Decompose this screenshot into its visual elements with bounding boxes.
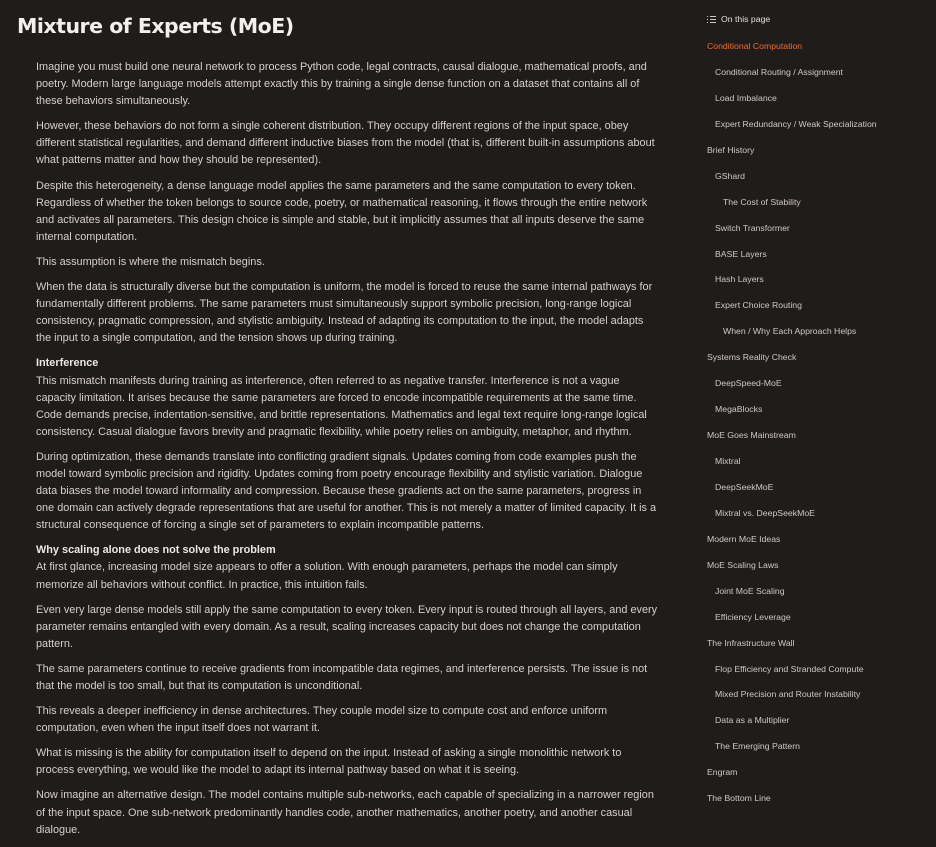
paragraph: When the data is structurally diverse but the computation is uniform, the model is forced to reuse the same internal pathways for fundamentally different problems. The same parameters must simultaneously support symbolic precision, long-range logical consistency, pragmatic compression, and stylistic ambiguity. Instead of adapting its computation to the input, the model adapts the input to a single computation, and the tension shows up during training. [36,281,653,345]
toc-item-conditional-routing[interactable]: Conditional Routing / Assignment [715,66,843,77]
toc-item-moe-scaling-laws[interactable]: MoE Scaling Laws [707,559,779,570]
toc-item-joint-moe-scaling[interactable]: Joint MoE Scaling [715,585,785,596]
toc-item-systems-reality-check[interactable]: Systems Reality Check [707,352,797,363]
toc-item-mixed-precision[interactable]: Mixed Precision and Router Instability [715,689,861,700]
toc-item-flop-efficiency[interactable]: Flop Efficiency and Stranded Compute [715,663,864,674]
toc-item-engram[interactable]: Engram [707,767,738,778]
toc-item-mixtral-vs-deepseekmoe[interactable]: Mixtral vs. DeepSeekMoE [715,507,815,518]
toc-item-megablocks[interactable]: MegaBlocks [715,404,763,415]
page-title: Mixture of Experts (MoE) [17,14,294,38]
toc-item-expert-redundancy[interactable]: Expert Redundancy / Weak Specialization [715,118,877,129]
toc-header [707,12,932,26]
list-icon [707,15,716,23]
paragraph: This assumption is where the mismatch begins. [36,255,265,268]
toc-header-label: On this page [721,14,771,24]
toc-item-mixtral[interactable]: Mixtral [715,456,741,466]
toc-item-when-why[interactable]: When / Why Each Approach Helps [723,326,857,337]
paragraph: This reveals a deeper inefficiency in dense architectures. They couple model size to compute cost and enforce uniform computation, even when the input itself does not warrant it. [36,705,608,735]
toc-list [707,39,932,817]
paragraph: This mismatch manifests during training as interference, often referred to as negative transfer. Interference is not a vague capacity limitation. It arises because the same parameters are forced to encode incompatible requirements at the same time. Code demands precise, indentation-sensitive, and brittle representations. Mathematics and legal text require long-range logical consistency. Casual dialogue favors brevity and pragmatic flexibility, while poetry relies on ambiguity, metaphor, and rhythm. [36,374,647,438]
toc-item-modern-moe-ideas[interactable]: Modern MoE Ideas [707,533,781,544]
article-body [36,59,660,847]
paragraph: However, these behaviors do not form a single coherent distribution. They occupy different regions of the input space, obey different statistical regularities, and demand different inductive biases from the model (that is, different built-in assumptions about what patterns matter and how they should be represented). [36,120,655,167]
paragraph: Imagine you must build one neural network to process Python code, legal contracts, causal dialogue, mathematical proofs, and poetry. Modern large language models attempt exactly this by training a single dense function on a dataset that contains all of these behaviors simultaneously. [36,61,647,108]
paragraph: At first glance, increasing model size appears to offer a solution. With enough parameters, perhaps the model can simply memorize all behaviors without conflict. In practice, this intuition fails. [36,561,618,591]
toc-item-expert-choice-routing[interactable]: Expert Choice Routing [715,300,802,311]
section-heading-scaling: Why scaling alone does not solve the problem [36,544,276,557]
toc-item-bottom-line[interactable]: The Bottom Line [707,793,771,804]
toc-item-conditional-computation[interactable]: Conditional Computation [707,41,803,51]
toc-item-efficiency-leverage[interactable]: Efficiency Leverage [715,611,791,622]
toc-item-load-imbalance[interactable]: Load Imbalance [715,92,777,103]
toc-item-hash-layers[interactable]: Hash Layers [715,274,764,285]
table-of-contents [707,12,932,817]
toc-item-emerging-pattern[interactable]: The Emerging Pattern [715,741,800,752]
toc-item-base-layers[interactable]: BASE Layers [715,248,767,259]
toc-item-infrastructure-wall[interactable]: The Infrastructure Wall [707,637,795,648]
paragraph: Despite this heterogeneity, a dense language model applies the same parameters and the same computation to every token. Regardless of whether the token belongs to source code, poetry, or mathematical reasoning, it flows through the entire network and activates all parameters. This design choice is simple and stable, but it implicitly assumes that all inputs deserve the same internal computation. [36,179,648,243]
section-heading-interference: Interference [36,357,99,370]
paragraph: The same parameters continue to receive gradients from incompatible data regimes, and interference persists. The issue is not that the model is too small, but that its computation is unconditional. [36,662,648,692]
toc-item-moe-goes-mainstream[interactable]: MoE Goes Mainstream [707,430,796,441]
paragraph: What is missing is the ability for computation itself to depend on the input. Instead of asking a single monolithic network to process everything, we would like the model to adapt its internal pathway based on what it is seeing. [36,747,622,777]
toc-item-data-as-multiplier[interactable]: Data as a Multiplier [715,715,790,726]
toc-item-cost-of-stability[interactable]: The Cost of Stability [723,196,801,207]
toc-item-gshard[interactable]: GShard [715,170,745,181]
paragraph: Now imagine an alternative design. The model contains multiple sub-networks, each capable of specializing in a narrower region of the input space. One sub-network predominantly handles code, another mathematics, another poetry, and another casual dialogue. [36,789,654,836]
toc-item-switch-transformer[interactable]: Switch Transformer [715,222,790,233]
paragraph: Even very large dense models still apply the same computation to every token. Every input is routed through all layers, and every parameter remains entangled with every domain. As a result, scaling increases capacity but does not change the computation pattern. [36,603,658,650]
toc-item-deepseekmoe[interactable]: DeepSeekMoE [715,481,774,492]
toc-item-deepspeed-moe[interactable]: DeepSpeed-MoE [715,378,782,389]
toc-item-brief-history[interactable]: Brief History [707,144,755,155]
paragraph: During optimization, these demands translate into conflicting gradient signals. Updates coming from code examples push the model toward symbolic precision and rigidity. Updates coming from poetry encourage flexibility and stylistic variation. Dialogue data biases the model toward informality and compression. Because these gradients act on the same parameters, progress in one domain can actively degrade representations that are useful for another. This is not merely a matter of limited capacity. It is a structural consequence of forcing a single set of parameters to explain incompatible patterns. [36,450,657,532]
